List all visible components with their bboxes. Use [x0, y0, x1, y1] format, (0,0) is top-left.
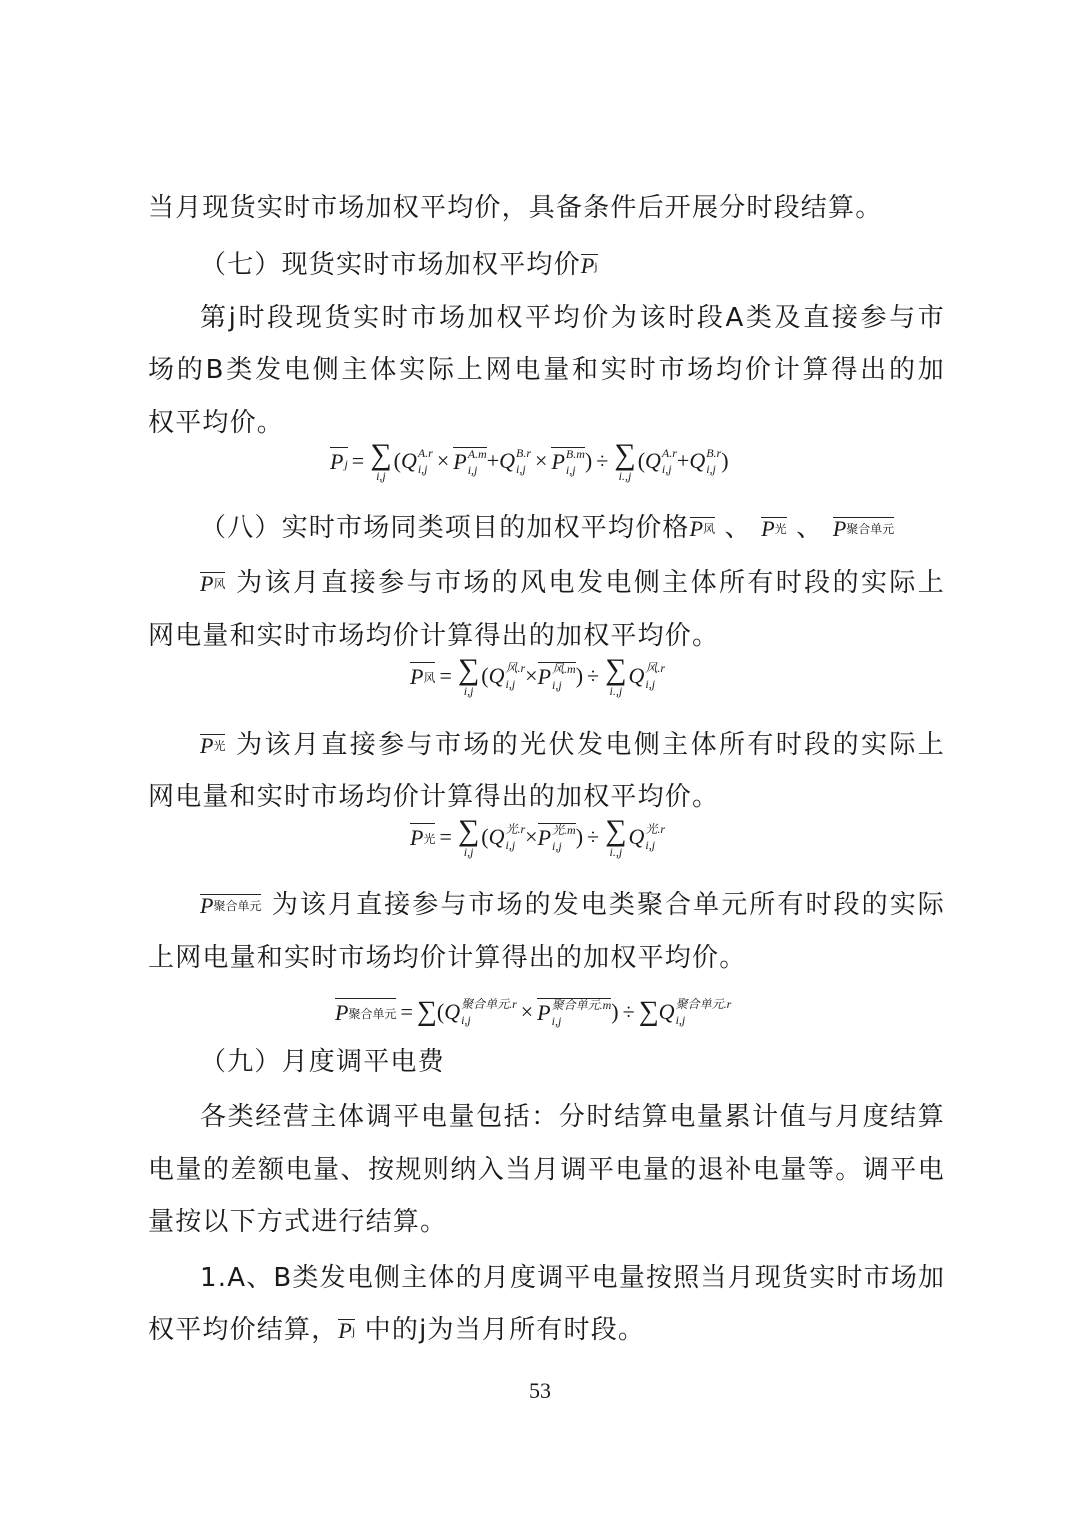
text-line: P 风 为该月直接参与市场的风电发电侧主体所有时段的实际上: [200, 568, 945, 598]
text-line: 第j时段现货实时市场加权平均价为该时段A类及直接参与市: [200, 303, 945, 333]
formula-p-solar: P 光 = ∑ i,j ( Q 光.r i,j × P 光.m i,j ) ÷ ∑ i.,j Q 光.r i,j: [410, 814, 666, 859]
text-line: 量按以下方式进行结算。: [148, 1207, 448, 1237]
page-number: 53: [529, 1378, 551, 1403]
section-heading-7: [200, 248, 945, 282]
section-heading-8: （八）实时市场同类项目的加权平均价格 P 风 、 P 光 、 P 聚合单元: [200, 513, 895, 543]
text-line: 电量的差额电量、按规则纳入当月调平电量的退补电量等。调平电: [148, 1155, 945, 1185]
text-line: P 聚合单元 为该月直接参与市场的发电类聚合单元所有时段的实际: [200, 890, 945, 920]
section-heading-9: （九）月度调平电费: [200, 1047, 445, 1077]
text-line: 网电量和实时市场均价计算得出的加权平均价。: [148, 782, 720, 812]
text-line: 权平均价。: [148, 408, 285, 438]
heading-text: （七）现货实时市场加权平均价: [200, 250, 581, 280]
formula-p-aggregate: P 聚合单元 = ∑ ( Q 聚合单元.r i,j × P 聚合单元.m i,j ) ÷ ∑ Q 聚合单元.r i,j: [335, 996, 732, 1028]
text-line: 权平均价结算， P j 中的j为当月所有时段。: [148, 1315, 646, 1345]
text-line: 场的B类发电侧主体实际上网电量和实时市场均价计算得出的加: [148, 355, 945, 385]
formula-pj: P j = ∑ i,j ( Q A.r i,j × P A.m i,j + Q B.r i,j × P B.m i,j ) ÷ ∑ i.,j ( Q A.r i,j + Q B.r i,j ): [330, 438, 729, 483]
text-line: 1.A、B类发电侧主体的月度调平电量按照当月现货实时市场加: [200, 1263, 946, 1293]
text-line: 网电量和实时市场均价计算得出的加权平均价。: [148, 621, 720, 651]
text-line: 当月现货实时市场加权平均价，具备条件后开展分时段结算。: [148, 193, 883, 223]
symbol-pj: P j: [580, 253, 598, 278]
formula-p-wind: P 风 = ∑ i,j ( Q 风.r i,j × P 风.m i,j ) ÷ ∑ i.,j Q 风.r i,j: [410, 653, 666, 698]
text-line: 各类经营主体调平电量包括：分时结算电量累计值与月度结算: [200, 1102, 945, 1132]
text-line: 上网电量和实时市场均价计算得出的加权平均价。: [148, 943, 747, 973]
text-line: P 光 为该月直接参与市场的光伏发电侧主体所有时段的实际上: [200, 730, 945, 760]
